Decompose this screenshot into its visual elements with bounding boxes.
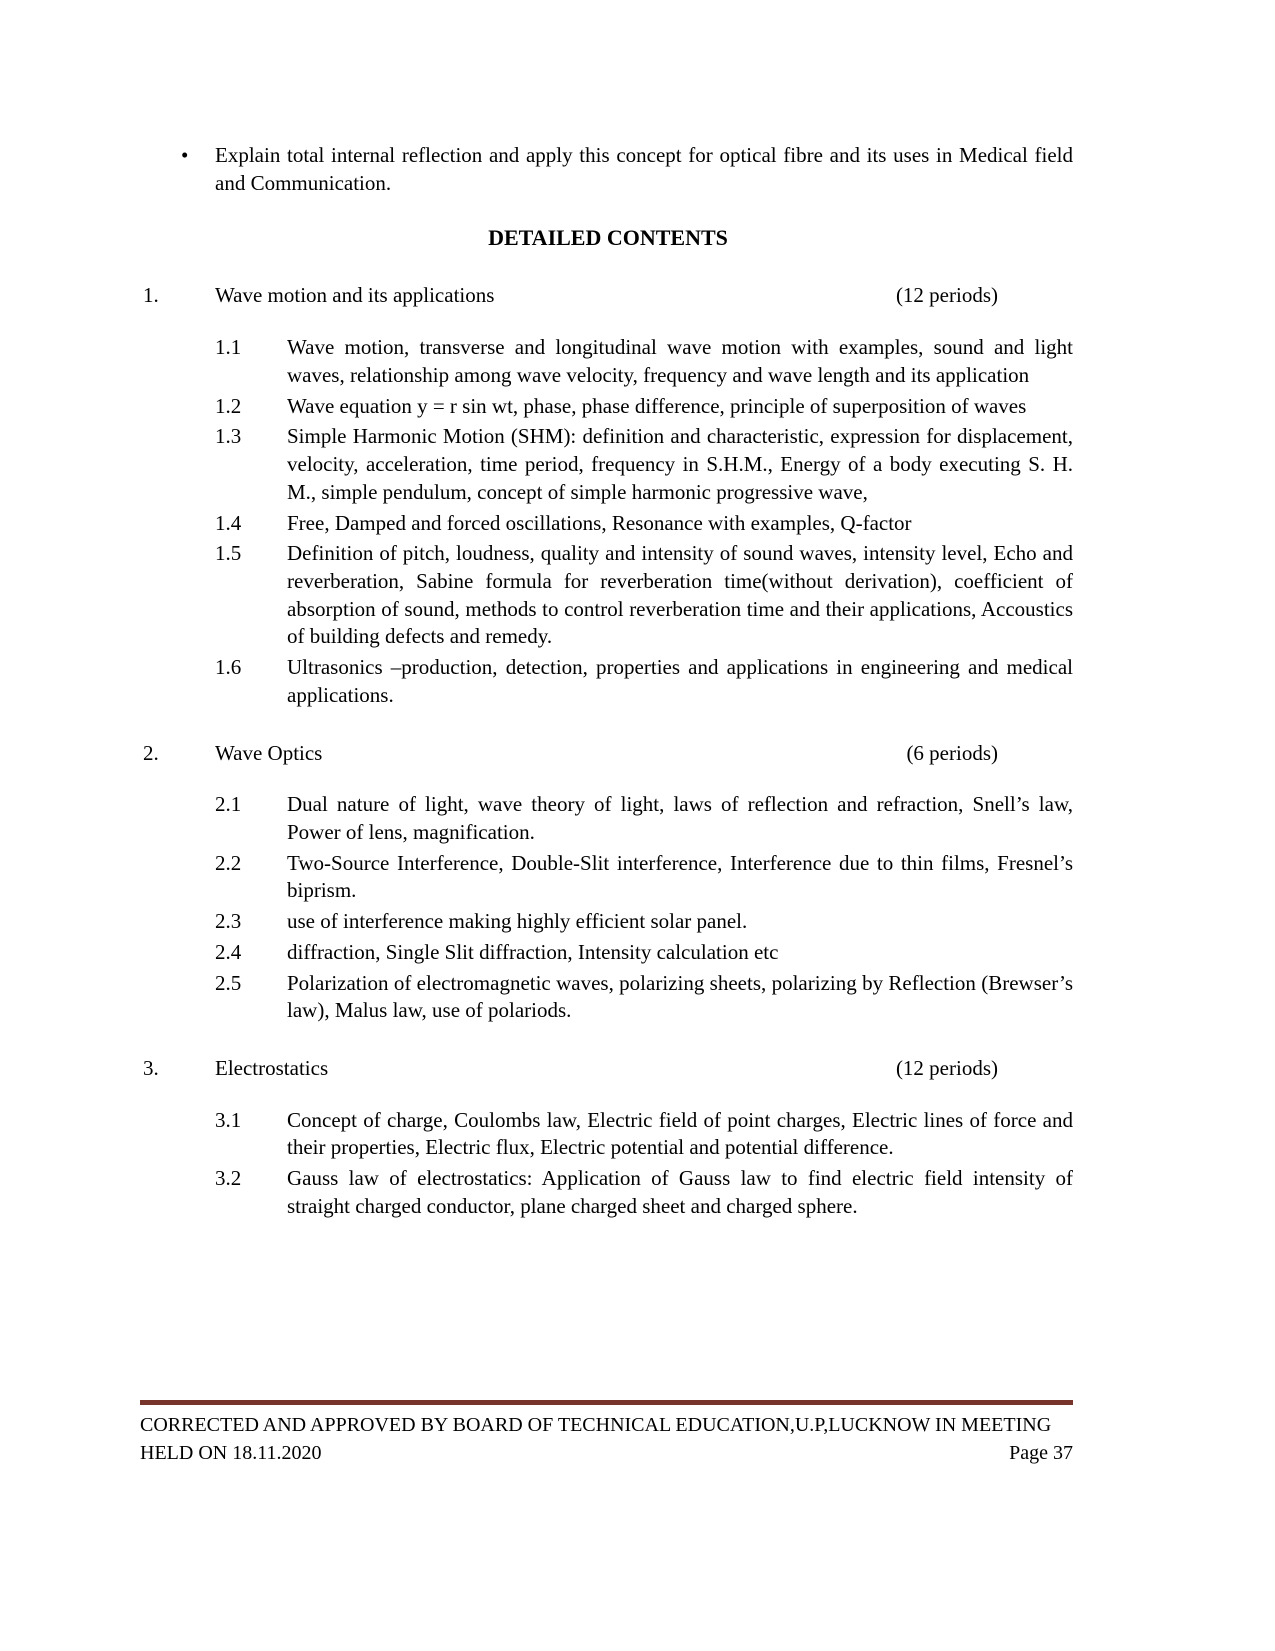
item-number: 1.3	[215, 424, 242, 449]
page-number: Page 37	[1009, 1441, 1073, 1464]
item-number: 1.6	[215, 655, 242, 680]
list-item	[215, 908, 1073, 936]
section-number: 1.	[143, 283, 159, 308]
list-item	[215, 334, 1073, 389]
item-number: 1.5	[215, 541, 242, 566]
list-item	[215, 1165, 1073, 1220]
section-header	[143, 740, 1073, 768]
item-text: Wave motion, transverse and longitudinal wave motion with examples, sound and light waves, relationship among wave velocity, frequency and wave length and its application	[287, 335, 1073, 387]
list-item	[215, 791, 1073, 846]
list-item	[215, 540, 1073, 651]
list-item	[215, 423, 1073, 506]
item-text: Dual nature of light, wave theory of light, laws of reflection and refraction, Snell’s law, Power of lens, magnification.	[287, 792, 1073, 844]
bullet-text: Explain total internal reflection and apply this concept for optical fibre and its uses in Medical field and Communication.	[215, 143, 1073, 195]
list-item	[215, 510, 1073, 538]
page-title: DETAILED CONTENTS	[488, 225, 728, 251]
item-text: Definition of pitch, loudness, quality and intensity of sound waves, intensity level, Echo and reverberation, Sabine formula for reverberation time(without derivation), coefficient of absorption of sound, methods to control reverberation time and their applications, Accoustics of building defects and remedy.	[287, 541, 1073, 649]
item-number: 2.1	[215, 792, 242, 817]
section-title: Electrostatics	[215, 1056, 329, 1080]
footer-date-text: HELD ON 18.11.2020	[140, 1441, 322, 1464]
item-number: 3.2	[215, 1166, 242, 1191]
item-number: 1.1	[215, 335, 242, 360]
section-periods: (6 periods)	[906, 740, 998, 765]
bullet-item	[143, 142, 1073, 197]
section-number: 2.	[143, 740, 159, 765]
item-number: 2.2	[215, 850, 242, 875]
list-item	[215, 393, 1073, 421]
page-content	[143, 0, 1073, 1224]
item-number: 2.4	[215, 939, 242, 964]
item-number: 2.3	[215, 909, 242, 934]
item-text: diffraction, Single Slit diffraction, Intensity calculation etc	[287, 939, 779, 964]
section-wave-motion	[143, 282, 1073, 709]
list-item	[215, 970, 1073, 1025]
footer-bottom-row	[140, 1440, 1073, 1468]
list-item	[215, 850, 1073, 905]
list-item	[215, 1107, 1073, 1162]
item-number: 3.1	[215, 1107, 242, 1132]
section-header	[143, 282, 1073, 310]
item-text: Gauss law of electrostatics: Application of Gauss law to find electric field intensity of straight charged conductor, plane charged sheet and charged sphere.	[287, 1166, 1073, 1218]
page-footer	[140, 1400, 1073, 1467]
section-items	[143, 1107, 1073, 1221]
section-title: Wave motion and its applications	[215, 283, 495, 308]
bullet-icon: •	[181, 143, 189, 167]
item-text: Two-Source Interference, Double-Slit interference, Interference due to thin films, Fresnel’s biprism.	[287, 850, 1073, 903]
item-text: use of interference making highly efficient solar panel.	[287, 909, 748, 934]
section-periods: (12 periods)	[895, 1056, 998, 1080]
item-text: Ultrasonics –production, detection, properties and applications in engineering and medical applications.	[287, 655, 1073, 707]
list-item	[215, 654, 1073, 709]
item-text: Concept of charge, Coulombs law, Electric field of point charges, Electric lines of force and their properties, Electric flux, Electric potential and potential difference.	[287, 1107, 1073, 1160]
footer-rule	[140, 1400, 1073, 1405]
section-items	[143, 334, 1073, 709]
section-header	[143, 1055, 1073, 1083]
section-title: Wave Optics	[215, 740, 323, 765]
list-item	[215, 939, 1073, 967]
item-text: Wave equation y = r sin wt, phase, phase difference, principle of superposition of waves	[287, 393, 1027, 418]
section-electrostatics	[143, 1055, 1073, 1221]
item-text: Polarization of electromagnetic waves, polarizing sheets, polarizing by Reflection (Brewser’s law), Malus law, use of polariods.	[287, 970, 1073, 1023]
footer-approval-text: CORRECTED AND APPROVED BY BOARD OF TECHNICAL EDUCATION,U.P,LUCKNOW IN MEETING	[140, 1414, 1052, 1436]
section-wave-optics	[143, 740, 1073, 1025]
item-number: 1.4	[215, 510, 242, 535]
section-items	[143, 791, 1073, 1025]
section-periods: (12 periods)	[895, 283, 998, 308]
item-text: Simple Harmonic Motion (SHM): definition and characteristic, expression for displacement, velocity, acceleration, time period, frequency in S.H.M., Energy of a body executing S. H. M., simple pendulum, concept of simple harmonic progressive wave,	[287, 424, 1073, 504]
item-number: 1.2	[215, 393, 242, 418]
item-text: Free, Damped and forced oscillations, Resonance with examples, Q-factor	[287, 510, 912, 535]
item-number: 2.5	[215, 970, 242, 995]
section-number: 3.	[143, 1056, 159, 1080]
